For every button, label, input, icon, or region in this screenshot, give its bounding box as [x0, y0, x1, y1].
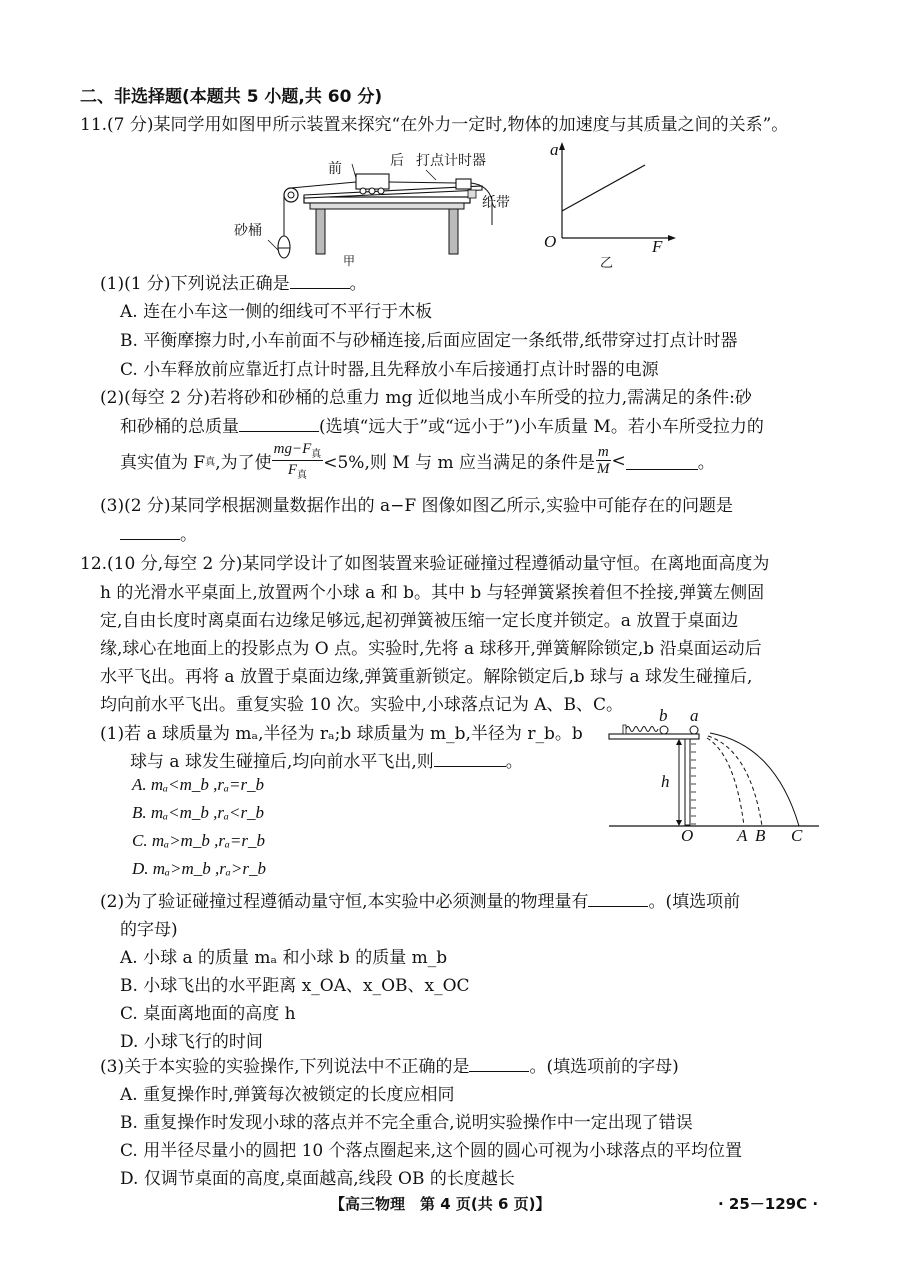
q12-p3-option-b: B. 重复操作时发现小球的落点并不完全重合,说明实验操作中一定出现了错误 — [120, 1113, 693, 1133]
caption-yi: 乙 — [600, 256, 614, 271]
label-back: 后 — [390, 153, 404, 169]
q12-p1-option-a: A. mₐ<m_b ,rₐ=r_b — [132, 775, 265, 794]
q11-p1-option-a: A. 连在小车这一侧的细线可不平行于木板 — [120, 302, 433, 322]
q12-p1-option-d: D. mₐ>m_b ,rₐ>r_b — [132, 859, 266, 878]
fraction-m-over-M: $\frac{m}{M}$ — [597, 443, 610, 477]
q12-p2-option-c: C. 桌面离地面的高度 h — [120, 1004, 296, 1024]
q12-p3-line1: (3)关于本实验的实验操作,下列说法中不正确的是 。(填选项前的字母) — [100, 1052, 679, 1077]
paper-code: · 25－129C · — [718, 1195, 819, 1213]
q12-p1-option-c: C. mₐ>m_b ,rₐ=r_b — [132, 831, 266, 850]
q12-stem-line3: 定,自由长度时离桌面右边缘足够远,起初弹簧被压缩一定长度并锁定。a 放置于桌面边 — [100, 611, 739, 631]
origin-label: O — [544, 232, 557, 251]
label-ball-b: b — [659, 706, 668, 725]
q11-stem: 11.(7 分)某同学用如图甲所示装置来探究“在外力一定时,物体的加速度与其质量之间的关系”。 — [80, 115, 789, 135]
graph-line — [562, 165, 645, 211]
q11-p3-line2: 。 — [120, 520, 197, 545]
label-tape: 纸带 — [482, 195, 510, 211]
q11-p2-line3: 真实值为 F 真 ,为了使 $\frac{mg-F_真}{F_真}$ <5%,则 M 与 m 应当满足的条件是 $\frac{m}{M}$ < 。 — [120, 441, 715, 481]
section-title: 二、非选择题(本题共 5 小题,共 60 分) — [80, 87, 383, 107]
q12-p2-option-b: B. 小球飞出的水平距离 x_OA、x_OB、x_OC — [120, 976, 470, 996]
answer-blank[interactable] — [120, 522, 180, 540]
label-point-c: C — [791, 826, 803, 845]
q12-p2-line1: (2)为了验证碰撞过程遵循动量守恒,本实验中必须测量的物理量有 。(填选项前 — [100, 887, 740, 912]
q11-p1: (1)(1 分)下列说法正确是 。 — [100, 269, 367, 294]
q11-p2-line1: (2)(每空 2 分)若将砂和砂桶的总重力 mg 近似地当成小车所受的拉力,需满足的条件:砂 — [100, 388, 752, 408]
q12-p3-option-a: A. 重复操作时,弹簧每次被锁定的长度应相同 — [120, 1085, 455, 1105]
q12-stem-line2: h 的光滑水平桌面上,放置两个小球 a 和 b。其中 b 与轻弹簧紧挨着但不拴接,弹簧左侧固 — [100, 583, 765, 603]
label-bucket: 砂桶 — [234, 223, 262, 239]
q11-p1-option-c: C. 小车释放前应靠近打点计时器,且先释放小车后接通打点计时器的电源 — [120, 360, 659, 380]
answer-blank[interactable] — [469, 1054, 529, 1072]
q11-p2-line2: 和砂桶的总质量 (选填“远大于”或“远小于”)小车质量 M。若小车所受拉力的 — [120, 412, 764, 437]
q12-p2-option-d: D. 小球飞行的时间 — [120, 1032, 263, 1052]
q12-stem-line6: 均向前水平飞出。重复实验 10 次。实验中,小球落点记为 A、B、C。 — [100, 695, 624, 715]
fraction-relative-error: $\frac{mg-F_真}{F_真}$ — [273, 441, 322, 481]
label-timer: 打点计时器 — [416, 153, 486, 169]
label-height: h — [661, 772, 670, 791]
answer-blank[interactable] — [626, 452, 698, 470]
q12-stem-line4: 缘,球心在地面上的投影点为 O 点。实验时,先将 a 球移开,弹簧解除锁定,b 沿桌面运动后 — [100, 639, 762, 659]
answer-blank[interactable] — [239, 414, 319, 432]
page-footer: 【高三物理 第 4 页(共 6 页)】 — [330, 1195, 551, 1213]
answer-blank[interactable] — [434, 749, 506, 767]
q12-p1-line2: 球与 a 球发生碰撞后,均向前水平飞出,则 。 — [130, 747, 523, 772]
answer-blank[interactable] — [290, 271, 350, 289]
figure-jia — [230, 140, 520, 275]
label-point-b: B — [755, 826, 766, 845]
y-axis-label: a — [550, 140, 559, 159]
q11-p3-line1: (3)(2 分)某同学根据测量数据作出的 a−F 图像如图乙所示,实验中可能存在的问题是 — [100, 496, 733, 516]
figure-yi — [540, 140, 680, 275]
q12-p2-option-a: A. 小球 a 的质量 mₐ 和小球 b 的质量 m_b — [120, 948, 448, 968]
q12-p3-option-c: C. 用半径尽量小的圆把 10 个落点圈起来,这个圆的圆心可视为小球落点的平均位置 — [120, 1141, 743, 1161]
x-axis-label: F — [652, 237, 663, 256]
q12-stem-line1: 12.(10 分,每空 2 分)某同学设计了如图装置来验证碰撞过程遵循动量守恒。在离地面高度为 — [80, 554, 770, 574]
q12-p3-option-d: D. 仅调节桌面的高度,桌面越高,线段 OB 的长度越长 — [120, 1169, 515, 1189]
label-ball-a: a — [690, 706, 699, 725]
q12-p2-line2: 的字母) — [120, 920, 178, 940]
label-point-o: O — [681, 826, 694, 845]
q12-p1-line1: (1)若 a 球质量为 mₐ,半径为 rₐ;b 球质量为 m_b,半径为 r_b。b — [100, 724, 583, 744]
q12-p1-option-b: B. mₐ<m_b ,rₐ<r_b — [132, 803, 265, 822]
answer-blank[interactable] — [588, 889, 648, 907]
q12-stem-line5: 水平飞出。再将 a 放置于桌面边缘,弹簧重新锁定。解除锁定后,b 球与 a 球发生碰撞后, — [100, 667, 753, 687]
label-point-a: A — [737, 826, 748, 845]
q11-p1-text: (1)(1 分)下列说法正确是 — [100, 274, 290, 294]
caption-jia: 甲 — [343, 254, 356, 268]
label-front: 前 — [328, 161, 342, 177]
trajectory-c — [710, 733, 799, 826]
figure-collision — [605, 706, 825, 850]
trajectory-a — [707, 738, 744, 826]
q11-p1-option-b: B. 平衡摩擦力时,小车前面不与砂桶连接,后面应固定一条纸带,纸带穿过打点计时器 — [120, 331, 738, 351]
